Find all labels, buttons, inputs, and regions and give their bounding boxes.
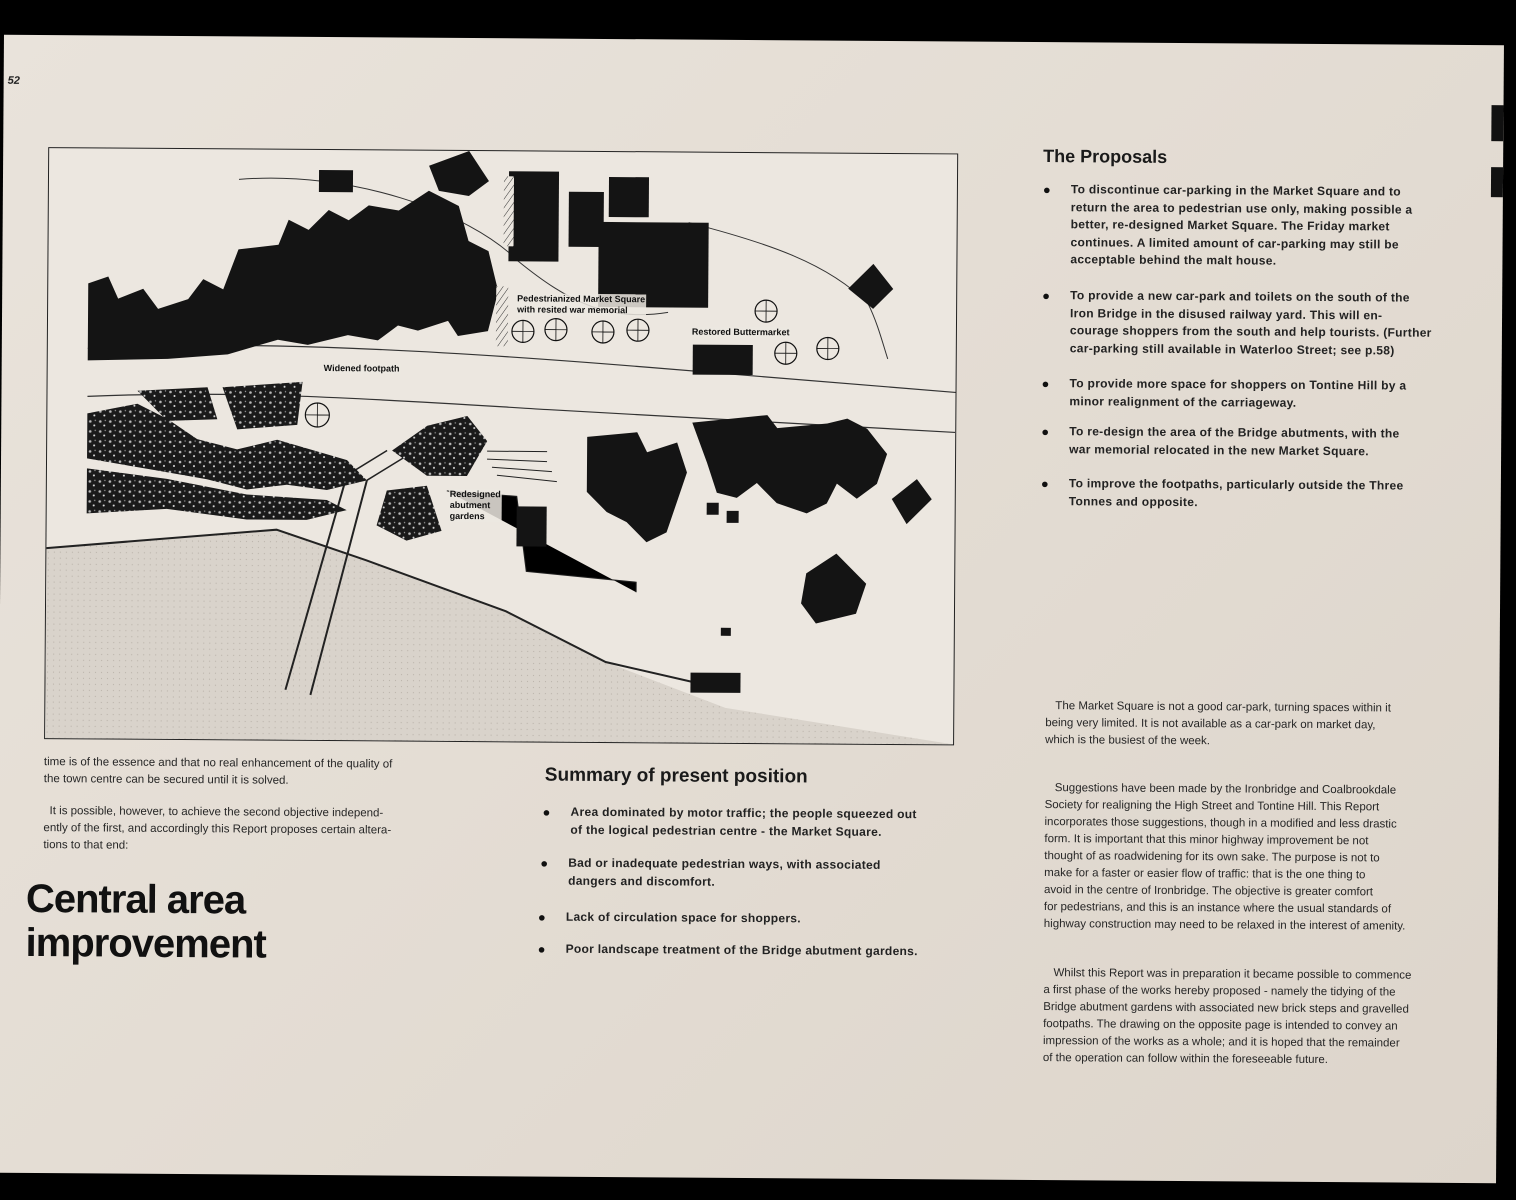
left-paragraph-2: It is possible, however, to achieve the second objective independ- ently of the first, and accordingly this Report proposes certain altera- tions to that end:: [43, 805, 392, 852]
map-label-market-square: Pedestrianized Market Square with resited war memorial: [517, 293, 646, 316]
right-paragraph-2: Suggestions have been made by the Ironbridge and Coalbrookdale Society for realigning the High Street and Tontine Hill. This Report incorporates those suggestions, though in a modified and less drastic form. It is important that this minor highway improvement be not thought of as roadwidening for its own sake. The purpose is not to make for a faster or easier flow of traffic: that is the one thing to avoid in the centre of Ironbridge. The objective is greater comfort for pedestrians, and this is an instance where the usual standards of highway construction may need to be relaxed in the interest of amenity.: [1043, 782, 1406, 933]
proposals-heading: The Proposals: [1043, 146, 1168, 167]
map-label-abutment-gardens: Redesigned abutment gardens: [449, 488, 501, 522]
site-plan-drawing: [45, 148, 957, 744]
section-title: Central area improvement: [25, 876, 266, 967]
site-plan-map: [44, 147, 958, 745]
right-paragraph-3: Whilst this Report was in preparation it became possible to commence a first phase of the works hereby proposed - namely the tidying of the Bridge abutment gardens with associated new brick steps and gravelled footpaths. The drawing on the opposite page is intended to convey an impression of the works as a whole; and it is hoped that the remainder of the operation can follow within the foreseeable future.: [1042, 967, 1412, 1067]
left-paragraph-1: time is of the essence and that no real enhancement of the quality of the town centre can be secured until it is solved.: [43, 756, 393, 787]
report-page: [0, 35, 1504, 1183]
summary-item: ● Bad or inadequate pedestrian ways, with associated dangers and discomfort.: [568, 855, 881, 892]
page-tab-marker: [1491, 167, 1503, 197]
proposal-item: ● To discontinue car-parking in the Market Square and to return the area to pedestrian use only, making possible a better, re-designed Market Square. The Friday market continues. A limited amount of car-parking may still be acceptable behind the malt house.: [1070, 181, 1412, 271]
proposal-item: ● To re-design the area of the Bridge abutments, with the war memorial relocated in the new Market Square.: [1069, 423, 1400, 460]
summary-item: ● Lack of circulation space for shoppers.: [566, 909, 801, 928]
map-label-buttermarket: Restored Buttermarket: [691, 326, 790, 338]
summary-item: ● Area dominated by motor traffic; the people squeezed out of the logical pedestrian centre - the Market Square.: [570, 804, 916, 841]
proposal-item: ● To provide more space for shoppers on Tontine Hill by a minor realignment of the carriageway.: [1069, 375, 1406, 412]
summary-heading: Summary of present position: [544, 764, 808, 788]
map-label-widened-footpath: Widened footpath: [323, 363, 400, 374]
proposal-item: ● To provide a new car-park and toilets on the south of the Iron Bridge in the disused railway yard. This will en- courage shoppers from the south and help tourists. (Further car-parking still available in Waterloo Street; see p.58): [1070, 287, 1432, 360]
page-number: 52: [7, 74, 20, 87]
proposal-item: ● To improve the footpaths, particularly outside the Three Tonnes and opposite.: [1069, 475, 1404, 512]
right-paragraph-1: The Market Square is not a good car-park, turning spaces within it being very limited. It is not available as a car-park on market day, which is the busiest of the week.: [1045, 700, 1391, 748]
summary-item: ● Poor landscape treatment of the Bridge abutment gardens.: [566, 941, 918, 961]
page-tab-marker: [1491, 105, 1503, 141]
